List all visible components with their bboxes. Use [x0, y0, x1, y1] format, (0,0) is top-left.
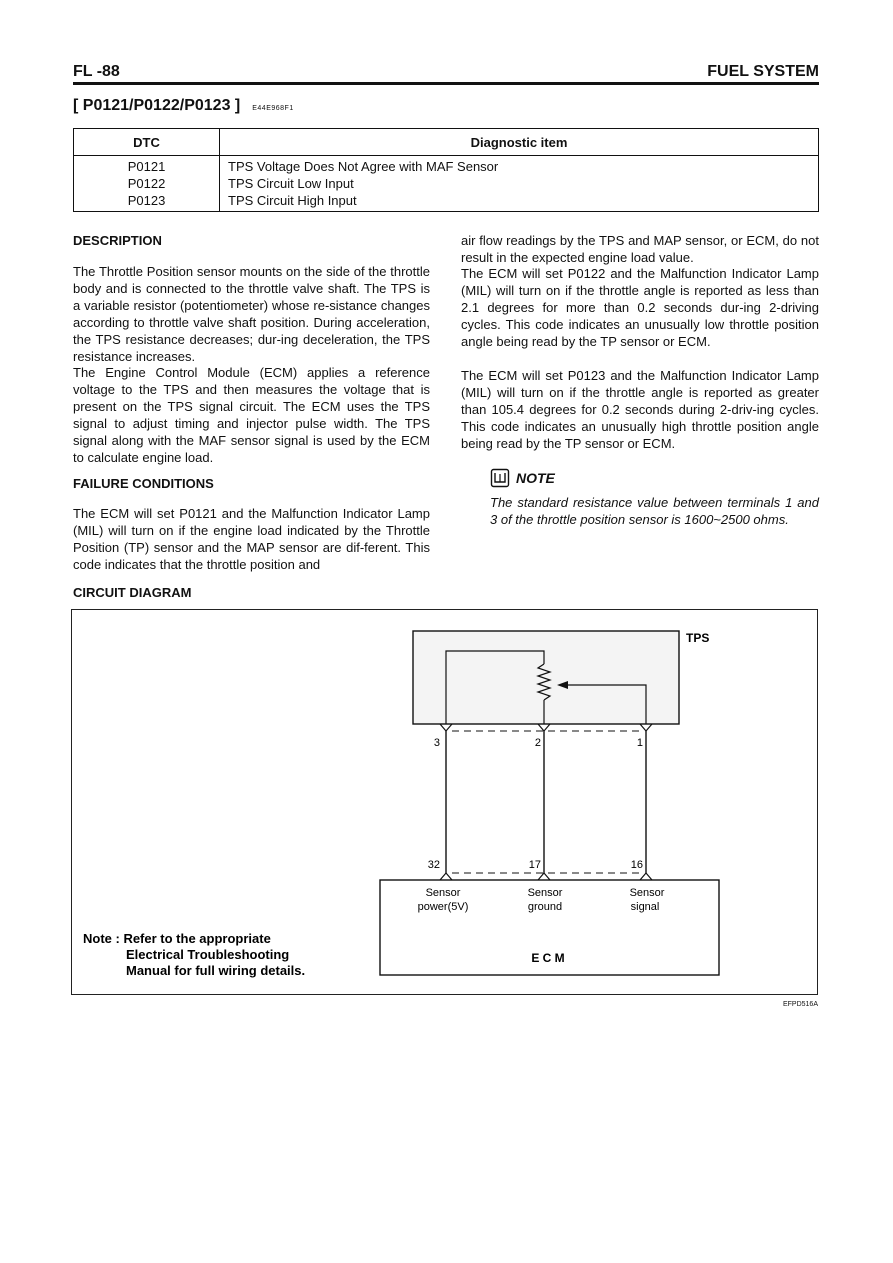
- note-text: The standard resistance value between terminals 1 and 3 of the throttle position sensor is 1600~2500 ohms.: [490, 495, 819, 527]
- ecm-term-label: power(5V): [417, 901, 469, 913]
- tps-pin-3-connector: [440, 724, 452, 731]
- dtc-code-cell: P0123: [74, 192, 220, 212]
- ecm-term-label: Sensor: [527, 887, 563, 899]
- failure-paragraph-2: The ECM will set P0122 and the Malfunction Indicator Lamp (MIL) will turn on if the throttle angle is reported as less than 2.1 degrees for more than 0.2 seconds dur-ing 2-driving cycles. This code indicates an unusually low throttle position angle being read by the TP sensor or ECM.: [461, 266, 819, 349]
- col-header-dtc: DTC: [74, 129, 220, 156]
- description-heading: DESCRIPTION: [73, 233, 162, 248]
- dtc-code-cell: P0122: [74, 175, 220, 192]
- ecm-pin-label: 17: [528, 859, 541, 871]
- tps-pin-label: 2: [534, 737, 541, 749]
- ecm-pin-17-connector: [538, 873, 550, 880]
- ecm-term-label: signal: [630, 901, 660, 913]
- tps-pin-1-connector: [640, 724, 652, 731]
- tps-sensor-box: [413, 631, 679, 724]
- col-header-diagnostic-item: Diagnostic item: [220, 129, 819, 156]
- wiring-note-line: Note : Refer to the appropriate: [83, 931, 271, 946]
- wiring-note-line: Manual for full wiring details.: [126, 963, 306, 978]
- tps-label: TPS: [686, 631, 710, 645]
- dtc-code-cell: P0121: [74, 156, 220, 176]
- diagnostic-item-cell: TPS Circuit High Input: [220, 192, 819, 212]
- note-title: NOTE: [516, 470, 555, 486]
- ecm-term-label: Sensor: [425, 887, 461, 899]
- diagnostic-item-cell: TPS Circuit Low Input: [220, 175, 819, 192]
- ecm-pin-32-connector: [440, 873, 452, 880]
- dtc-codes: [ P0121/P0122/P0123 ]: [73, 97, 241, 114]
- figure-id: EFPD516A: [782, 1001, 818, 1008]
- failure-paragraph-1: The ECM will set P0121 and the Malfunction Indicator Lamp (MIL) will turn on if the engine load indicated by the Throttle Position (TP) sensor and the MAP sensor are dif-ferent. This code indicates that the throttle position and: [73, 506, 430, 572]
- tps-pin-label: 3: [433, 737, 440, 749]
- wiring-note-line: Electrical Troubleshooting: [126, 947, 290, 962]
- diagnostic-item-cell: TPS Voltage Does Not Agree with MAF Sensor: [220, 156, 819, 176]
- failure-conditions-heading: FAILURE CONDITIONS: [73, 476, 214, 491]
- description-paragraph-2: The Engine Control Module (ECM) applies a reference voltage to the TPS and then measures the voltage that is present on the TPS signal circuit. The ECM uses the TPS signal to adjust timing and injector pulse width. The TPS signal along with the MAF sensor signal is used by the ECM to calculate engine load.: [73, 365, 430, 465]
- ecm-label: E C M: [531, 951, 565, 965]
- ecm-pin-label: 16: [630, 859, 643, 871]
- section-name: FUEL SYSTEM: [707, 63, 819, 80]
- circuit-diagram-heading: CIRCUIT DIAGRAM: [73, 585, 192, 600]
- section-code: FL -88: [73, 63, 120, 80]
- failure-paragraph-1-continued: air flow readings by the TPS and MAP sensor, or ECM, do not result in the expected engine load value.: [461, 233, 819, 265]
- description-paragraph-1: The Throttle Position sensor mounts on the side of the throttle body and is connected to the throttle valve shaft. The TPS is a variable resistor (potentiometer) whose re-sistance changes according to throttle valve shaft position. During acceleration, the TPS resistance decreases; dur-ing deceleration, the TPS resistance increases.: [73, 264, 430, 364]
- ecm-pin-label: 32: [427, 859, 440, 871]
- failure-paragraph-3: The ECM will set P0123 and the Malfunction Indicator Lamp (MIL) will turn on if the throttle angle is reported as greater than 105.4 degrees for 0.2 seconds during 2-driv-ing cycles. This code indicates an unusually high throttle position angle being read by the TP sensor or ECM.: [461, 368, 819, 451]
- ecm-term-label: Sensor: [629, 887, 665, 899]
- tps-pin-label: 1: [636, 737, 643, 749]
- tps-pin-2-connector: [538, 724, 550, 731]
- title-ref-code: E44E968F1: [252, 105, 294, 112]
- ecm-term-label: ground: [527, 901, 563, 913]
- ecm-pin-16-connector: [640, 873, 652, 880]
